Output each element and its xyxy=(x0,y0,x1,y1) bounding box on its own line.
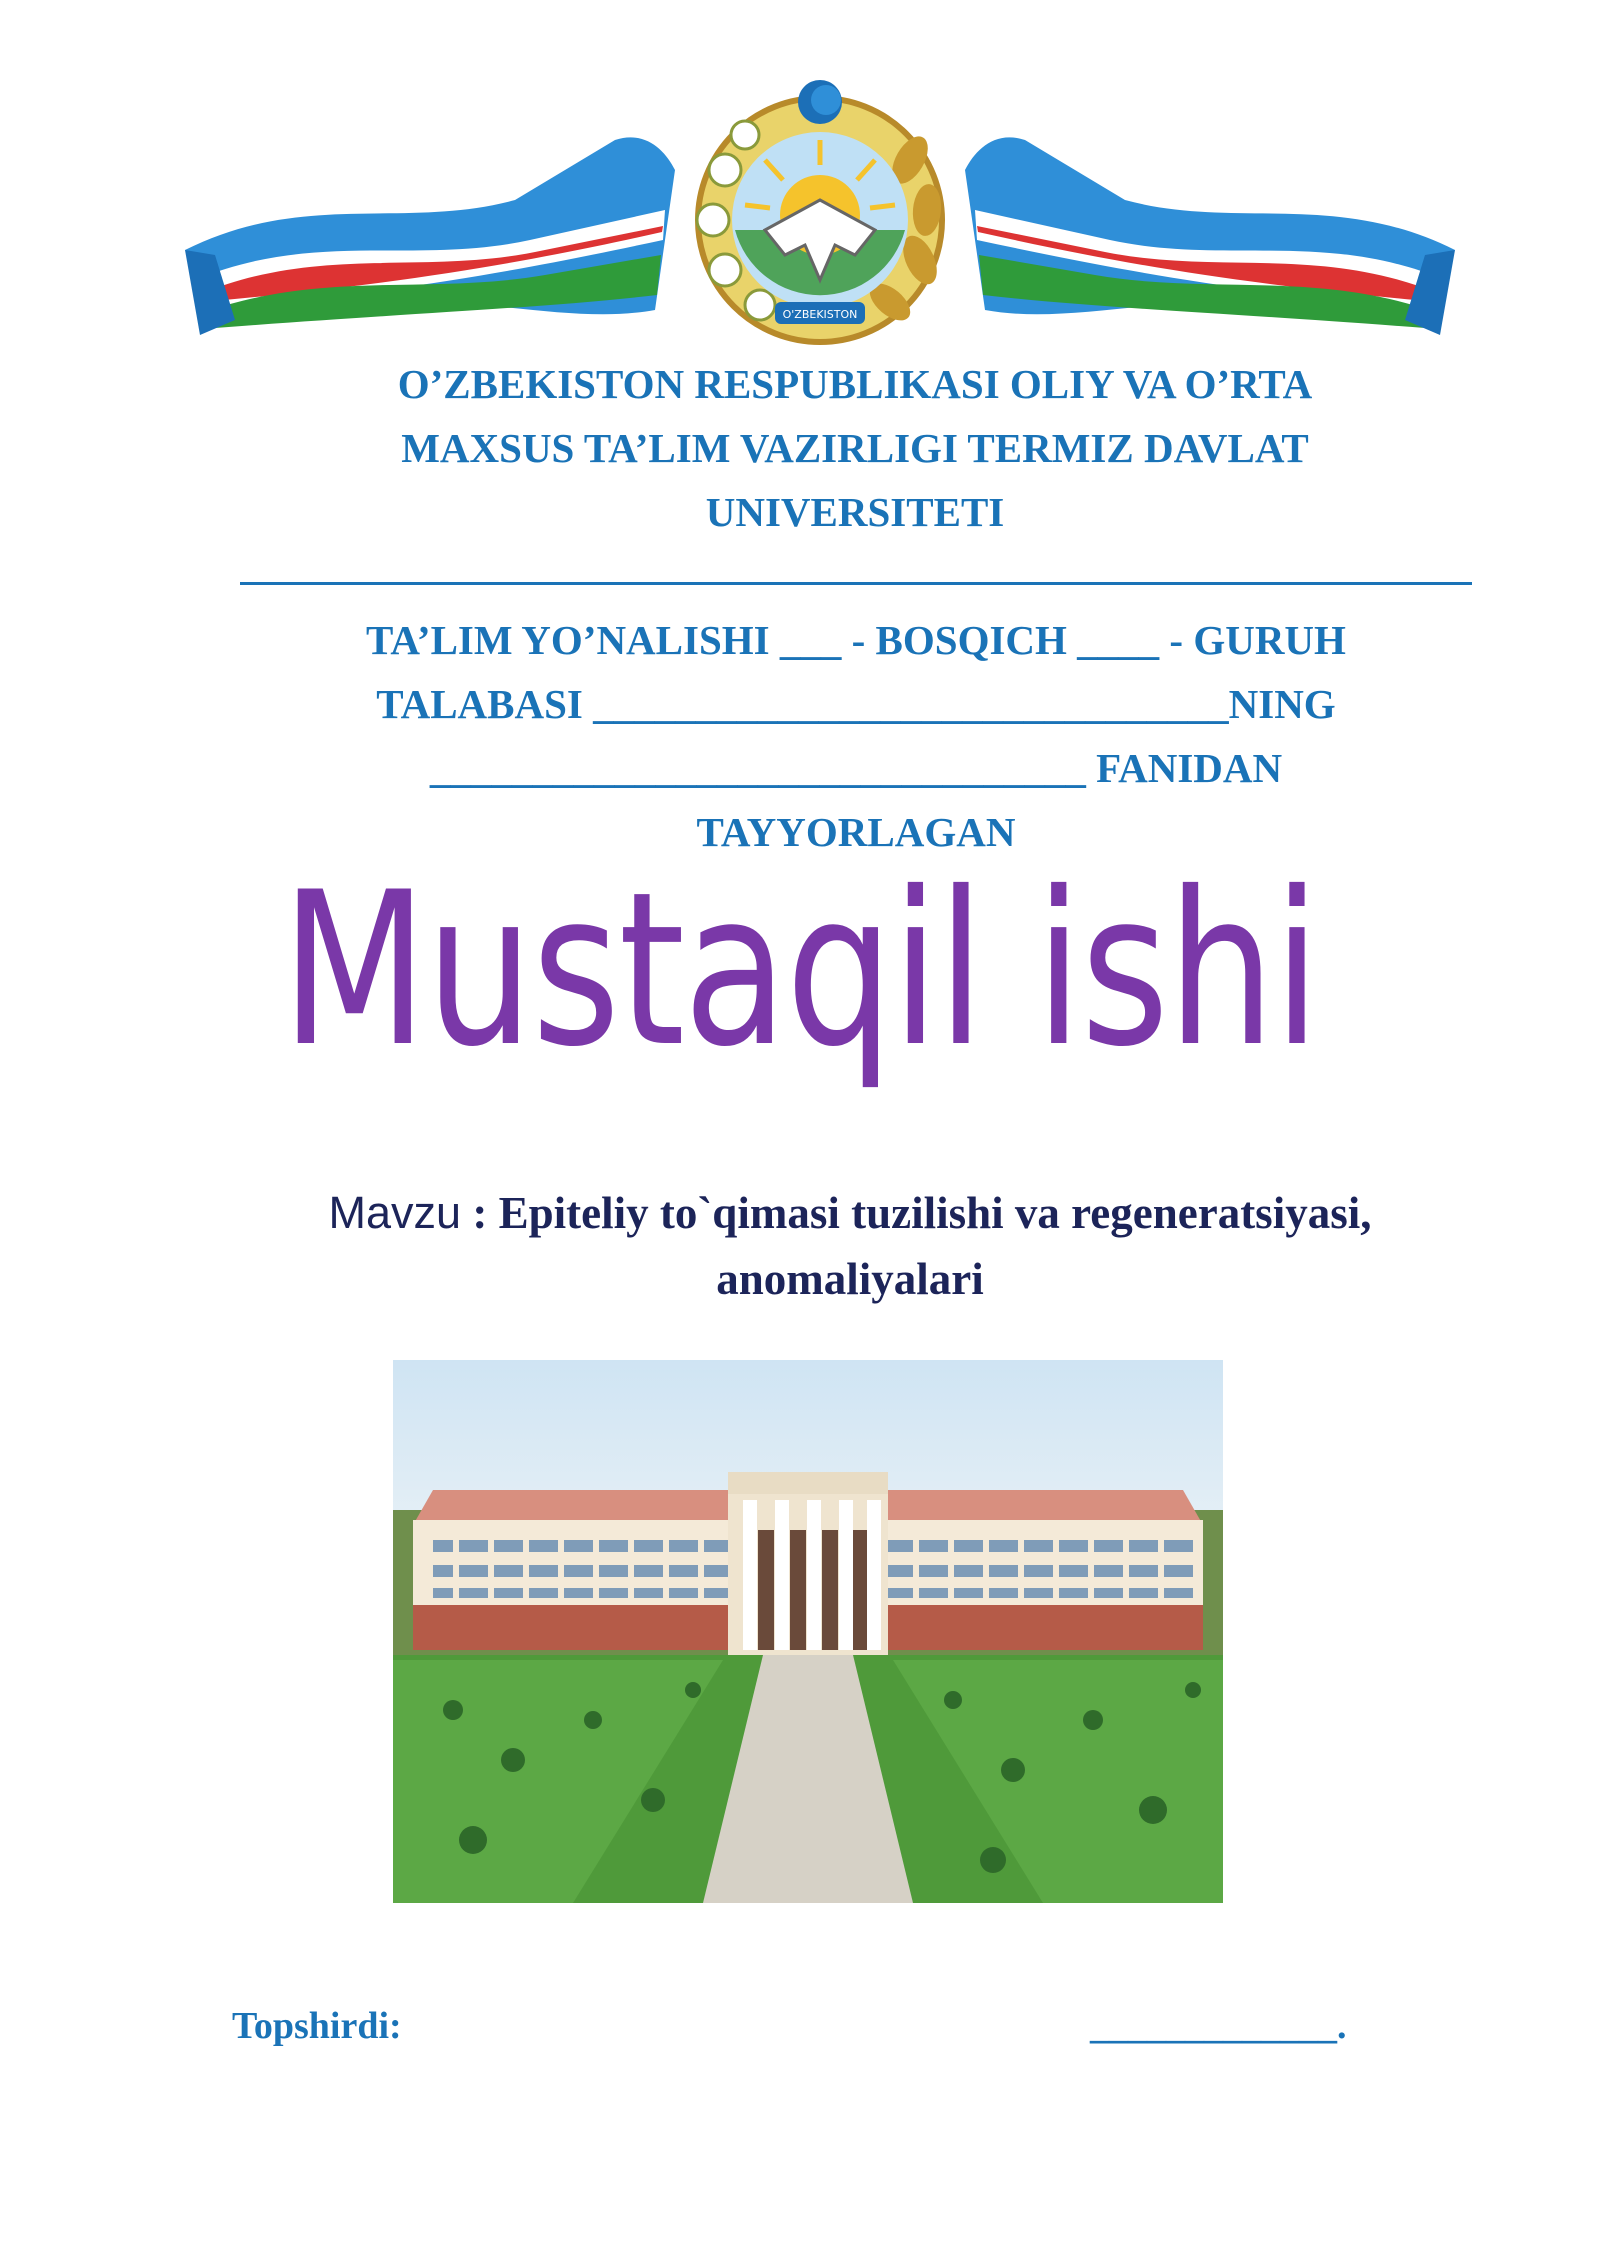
signature-line: _____________. xyxy=(1090,2005,1347,2047)
institution-line-1: O’ZBEKISTON RESPUBLIKASI OLIY VA O’RTA xyxy=(397,361,1313,407)
emblem-ribbon-text: O'ZBEKISTON xyxy=(782,308,858,321)
document-title: Mustaqil ishi xyxy=(281,846,1319,1093)
university-building-photo xyxy=(393,1360,1223,1903)
student-info xyxy=(240,608,1472,864)
institution-heading xyxy=(230,352,1480,544)
info-line-2: TALABASI _______________________________NING xyxy=(376,681,1336,727)
topic-text: Epiteliy to`qimasi tuzilishi va regeneratsiyasi, xyxy=(498,1188,1372,1238)
topic-label: Mavzu xyxy=(328,1187,462,1238)
info-line-4: TAYYORLAGAN xyxy=(696,809,1016,855)
topic-separator: : xyxy=(461,1188,499,1238)
state-emblem-icon xyxy=(185,80,1455,345)
info-line-3: ________________________________ FANIDAN xyxy=(429,745,1283,791)
info-line-1: TA’LIM YO’NALISHI ___ - BOSQICH ____ - GURUH xyxy=(366,617,1346,663)
submitted-label: Topshirdi: xyxy=(232,2005,402,2047)
institution-line-2: MAXSUS TA’LIM VAZIRLIGI TERMIZ DAVLAT xyxy=(401,425,1309,471)
divider-line xyxy=(240,582,1472,585)
institution-line-3: UNIVERSITETI xyxy=(705,489,1005,535)
topic xyxy=(200,1180,1500,1312)
topic-text-2: anomaliyalari xyxy=(716,1254,984,1304)
